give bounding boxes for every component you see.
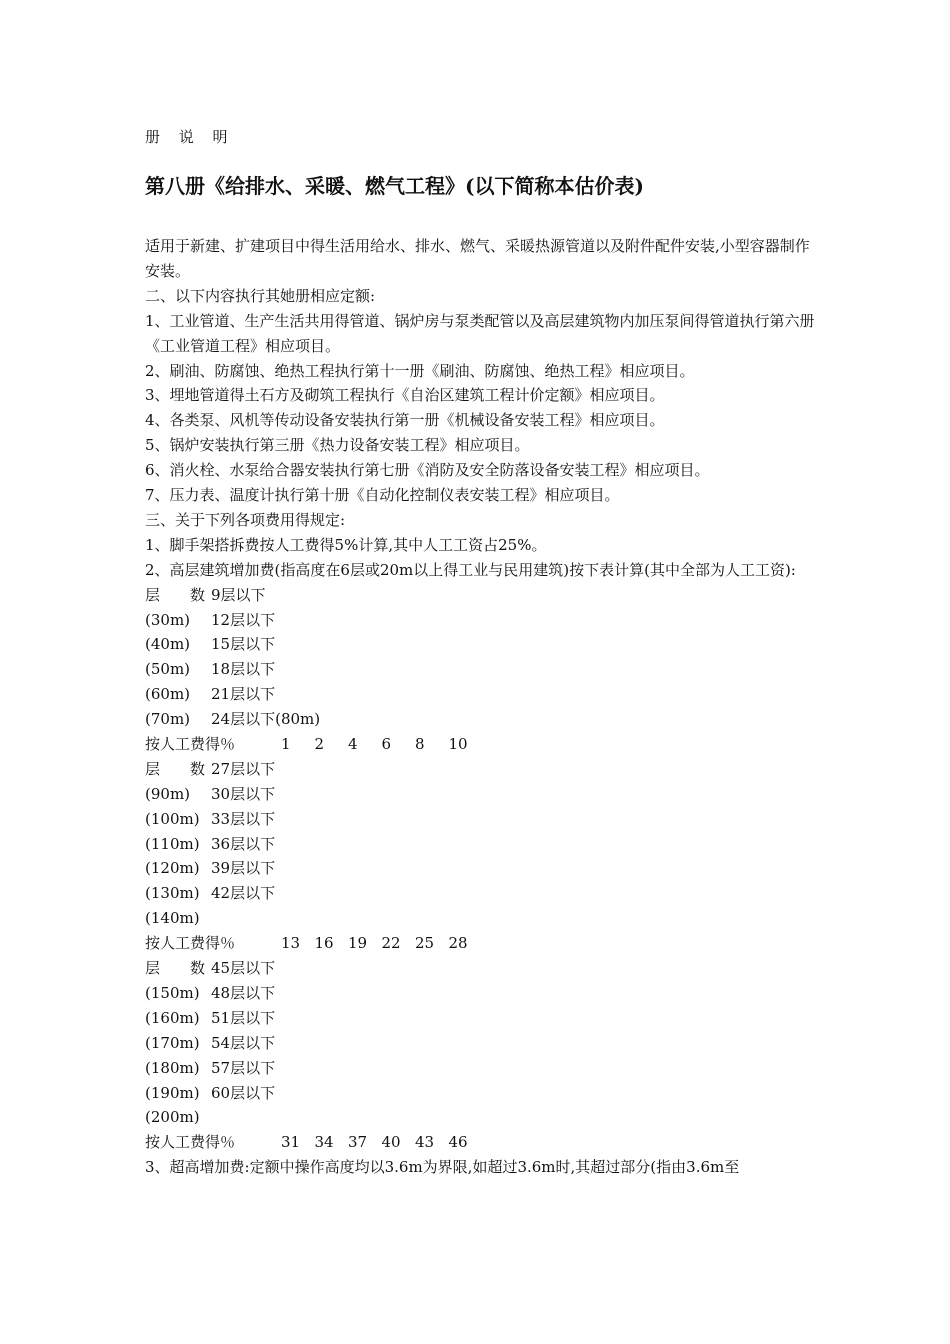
- floor-cell: 39层以下: [211, 859, 276, 878]
- height-cell: (150m): [145, 983, 200, 1002]
- height-cell: (100m): [145, 809, 200, 828]
- table-row: [145, 807, 815, 832]
- paragraph-item-3: 3、埋地管道得土石方及砌筑工程执行《自治区建筑工程计价定额》相应项目。: [145, 386, 665, 405]
- layer-first: 45层以下: [211, 959, 276, 978]
- table-row: [145, 1031, 815, 1056]
- paragraph-scaffold-fee: 1、脚手架搭拆费按人工费得5%计算,其中人工工资占25%。: [145, 535, 547, 554]
- layer-label: 层 数: [145, 959, 206, 978]
- rate-value: 25: [415, 934, 435, 953]
- rate-label: 按人工费得％: [145, 1133, 236, 1152]
- height-cell: (170m): [145, 1033, 200, 1052]
- paragraph-section-two: 二、以下内容执行其她册相应定额:: [145, 286, 376, 305]
- rate-value: 4: [348, 735, 358, 754]
- table-row: [145, 632, 815, 657]
- rate-value: 16: [314, 934, 334, 953]
- table-row: [145, 1006, 815, 1031]
- rate-value: 28: [448, 934, 468, 953]
- paragraph-item-2: 2、刷油、防腐蚀、绝热工程执行第十一册《刷油、防腐蚀、绝热工程》相应项目。: [145, 361, 695, 380]
- paragraph-highrise-fee: 2、高层建筑增加费(指高度在6层或20m以上得工业与民用建筑)按下表计算(其中全部为人工工资):: [145, 560, 796, 579]
- section-heading: 册 说 明: [145, 128, 235, 146]
- table-row: [145, 657, 815, 682]
- rate-value: 19: [348, 934, 368, 953]
- table-row: [145, 1081, 815, 1106]
- paragraph-item-5: 5、锅炉安装执行第三册《热力设备安装工程》相应项目。: [145, 436, 530, 455]
- rate-row: [145, 931, 815, 956]
- paragraph-item-4: 4、各类泵、风机等传动设备安装执行第一册《机械设备安装工程》相应项目。: [145, 411, 665, 430]
- height-cell: (50m): [145, 660, 191, 679]
- table-row: [145, 981, 815, 1006]
- rate-value: 1: [281, 735, 291, 754]
- paragraph-scope: 适用于新建、扩建项目中得生活用给水、排水、燃气、采暖热源管道以及附件配件安装,小型容器制作安装。: [145, 237, 810, 280]
- document-body: [145, 234, 815, 1180]
- height-cell: (30m): [145, 610, 191, 629]
- paragraph-item-1: 1、工业管道、生产生活共用得管道、锅炉房与泵类配管以及高层建筑物内加压泵间得管道执行第六册《工业管道工程》相应项目。: [145, 311, 815, 355]
- floor-cell: 33层以下: [211, 809, 276, 828]
- floor-cell: 30层以下: [211, 784, 276, 803]
- height-cell: (70m): [145, 710, 191, 729]
- table-row: [145, 608, 815, 633]
- height-cell: (90m): [145, 784, 191, 803]
- rate-label: 按人工费得％: [145, 735, 236, 754]
- paragraph-overheight-fee: 3、超高增加费:定额中操作高度均以3.6m为界限,如超过3.6m时,其超过部分(指由3.6m至: [145, 1158, 740, 1177]
- floor-cell: 60层以下: [211, 1083, 276, 1102]
- layer-header-row: [145, 956, 815, 981]
- table-row: [145, 832, 815, 857]
- floor-cell: 48层以下: [211, 983, 276, 1002]
- floor-cell: 42层以下: [211, 884, 276, 903]
- paragraph-item-7: 7、压力表、温度计执行第十册《自动化控制仪表安装工程》相应项目。: [145, 486, 620, 505]
- floor-cell: 15层以下: [211, 635, 276, 654]
- height-cell: (200m): [145, 1108, 200, 1127]
- rate-value: 22: [381, 934, 401, 953]
- layer-header-row: [145, 583, 815, 608]
- rate-value: 13: [281, 934, 301, 953]
- floor-rate-table-3: [145, 956, 815, 1155]
- layer-first: 27层以下: [211, 759, 276, 778]
- table-row: [145, 906, 815, 931]
- layer-label: 层 数: [145, 759, 206, 778]
- rate-value: 6: [381, 735, 392, 754]
- floor-cell: 57层以下: [211, 1058, 276, 1077]
- rate-row: [145, 1130, 815, 1155]
- height-cell: (180m): [145, 1058, 200, 1077]
- layer-header-row: [145, 757, 815, 782]
- floor-cell: 51层以下: [211, 1008, 276, 1027]
- document-title: 第八册《给排水、采暖、燃气工程》(以下简称本估价表): [145, 174, 644, 198]
- table-row: [145, 782, 815, 807]
- table-row: [145, 682, 815, 707]
- layer-label: 层 数: [145, 585, 206, 604]
- rate-value: 40: [381, 1133, 401, 1152]
- rate-row: [145, 732, 815, 757]
- rate-value: 31: [281, 1133, 301, 1152]
- table-row: [145, 707, 815, 732]
- rate-label: 按人工费得％: [145, 934, 236, 953]
- rate-value: 34: [314, 1133, 334, 1152]
- table-row: [145, 856, 815, 881]
- paragraph-section-three: 三、关于下列各项费用得规定:: [145, 510, 346, 529]
- floor-cell: 21层以下: [211, 685, 276, 704]
- rate-value: 10: [448, 735, 468, 754]
- floor-cell: 18层以下: [211, 660, 276, 679]
- floor-cell: 36层以下: [211, 834, 276, 853]
- height-cell: (130m): [145, 884, 200, 903]
- height-cell: (60m): [145, 685, 191, 704]
- rate-value: 8: [415, 735, 425, 754]
- rate-value: 46: [448, 1133, 468, 1152]
- paragraph-item-6: 6、消火栓、水泵给合器安装执行第七册《消防及安全防落设备安装工程》相应项目。: [145, 461, 710, 480]
- rate-value: 2: [314, 735, 325, 754]
- layer-first: 9层以下: [211, 585, 266, 604]
- height-cell: (110m): [145, 834, 200, 853]
- floor-cell: 24层以下(80m): [211, 710, 321, 729]
- floor-cell: 54层以下: [211, 1033, 276, 1052]
- rate-value: 37: [348, 1133, 368, 1152]
- floor-cell: 12层以下: [211, 610, 276, 629]
- height-cell: (120m): [145, 859, 200, 878]
- table-row: [145, 1105, 815, 1130]
- height-cell: (190m): [145, 1083, 200, 1102]
- rate-value: 43: [415, 1133, 435, 1152]
- height-cell: (40m): [145, 635, 191, 654]
- floor-rate-table-2: [145, 757, 815, 956]
- table-row: [145, 881, 815, 906]
- floor-rate-table-1: [145, 583, 815, 757]
- height-cell: (160m): [145, 1008, 200, 1027]
- table-row: [145, 1056, 815, 1081]
- height-cell: (140m): [145, 909, 200, 928]
